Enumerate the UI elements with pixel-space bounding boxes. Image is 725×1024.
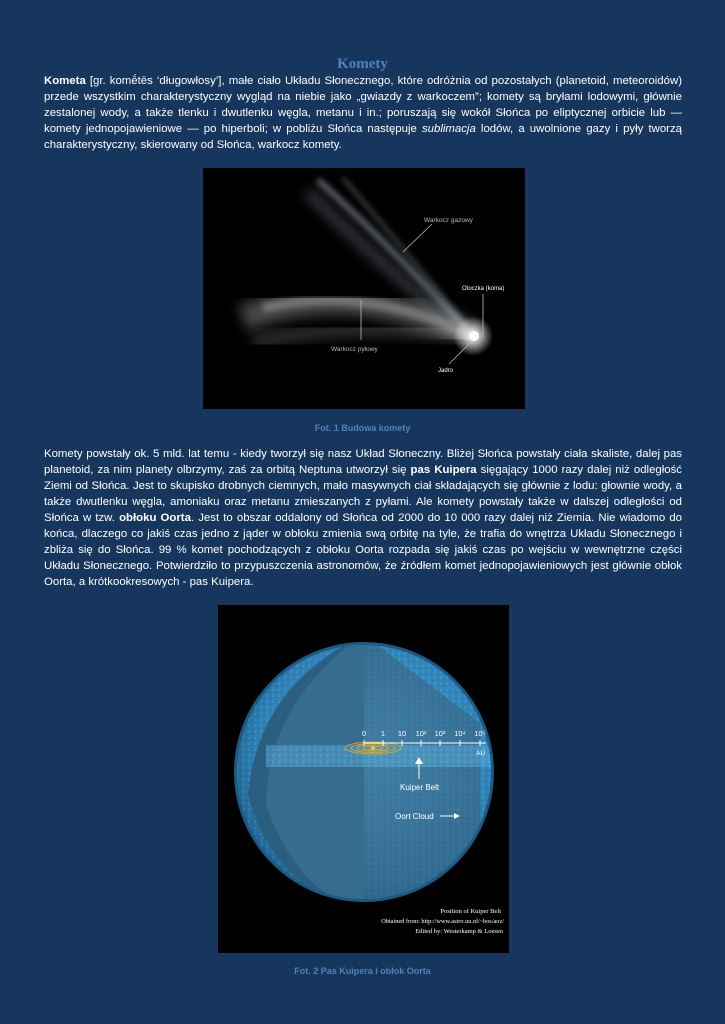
scale-tick-0: 0 — [361, 729, 367, 738]
origin-paragraph — [44, 446, 682, 590]
figure2-caption: Fot. 2 Pas Kuipera i obłok Oorta — [294, 966, 431, 976]
credit-line-3: Edited by: Westerkamp & Loesen — [415, 928, 503, 935]
oort-cloud-label: Oort Cloud — [395, 812, 434, 821]
intro-italic-term: sublimacja — [421, 123, 476, 135]
coma-label: Otoczka (koma) — [462, 286, 505, 292]
origin-text-b: sięgający 1000 razy dalej niż odległość Ziemi od Słońca. Jest to skupisko drobnych ciemnych, mało masywnych ciał składających się głównie z lodu: głownie wody, a także dwutlenku węgla, amoniaku oraz metanu zmieszanych z pyłami. Ale komety powstały także w dalszej odległości od Słońca w tzw. — [44, 464, 683, 524]
origin-text-c: . Jest to obszar oddalony od Słońca od 2000 do 10 000 razy dalej niż Ziemia. Nie wiadomo do końca, dlaczego co jakiś czas jedno z jąder w obłoku zmienia swą orbitę na tyle, że trafia do wnętrza Układu Słonecznego i zbliża się do Słońca. 99 % komet pochodzących z obłoku Oorta rozpada się jakiś czas po wejściu w wewnętrzne części Układu Słonecznego. Potwierdziło to przypuszczenia astronomów, że źródłem komet jednopojawieniowych jest głównie obłok Oorta, a krótkookresowych - pas Kuipera. — [44, 512, 682, 588]
scale-tick-6: 10⁵ — [474, 729, 486, 738]
scale-tick-5: 10⁴ — [454, 729, 466, 738]
oort-term: obłoku Oorta — [119, 512, 191, 524]
gas-tail-label: Warkocz gazowy — [424, 217, 473, 224]
intro-paragraph — [44, 73, 682, 153]
scale-tick-2: 10 — [397, 729, 407, 738]
scale-unit: AU — [476, 750, 486, 757]
intro-text-b: lodów, a uwolnione gazy i pyły tworzą charakterystyczny, skierowany od Słońca, warkocz komety. — [44, 123, 682, 151]
nucleus-label: Jadro — [438, 368, 454, 374]
lead-term: Kometa — [44, 75, 86, 87]
scale-tick-4: 10³ — [434, 729, 446, 738]
origin-text-a: Komety powstały ok. 5 mld. lat temu - kiedy tworzył się nasz Układ Słoneczny. Bliżej Słońca powstały ciała skaliste, dalej pas planetoid, za nim planety olbrzymy, zaś za orbitą Neptuna utworzył się — [44, 448, 682, 476]
credit-line-2: Obtained from: http://www.astro.uu.nl/~bos/aoz/ — [381, 918, 504, 925]
scale-tick-3: 10² — [415, 729, 427, 738]
kuiper-term: pas Kuipera — [410, 464, 477, 476]
comet-structure-image — [203, 168, 525, 409]
scale-tick-1: 1 — [380, 729, 386, 738]
dust-tail-label: Warkocz pyłowy — [331, 346, 378, 353]
figure1-caption: Fot. 1 Budowa komety — [314, 423, 411, 433]
oort-cloud-image — [218, 605, 509, 953]
intro-text-a: [gr. komḗtēs ‘długowłosy’], małe ciało Układu Słonecznego, które odróżnia od pozostałych (planetoid, meteoroidów) przede wszystkim charakterystyczny wygląd na niebie jako „gwiazdy z warkoczem”; komety są bryłami lodowymi, głównie zestalonej wody, a także tlenku i dwutlenku węgla, metanu i in.; poruszają się wokół Słońca po eliptycznej orbicie lub — komety jednopojawieniowe — po hiperboli; w pobliżu Słońca następuje — [44, 75, 682, 135]
credit-line-1: Position of Kuiper Belt — [440, 908, 501, 915]
kuiper-belt-label: Kuiper Belt — [400, 783, 440, 792]
page-title: Komety — [337, 56, 388, 72]
